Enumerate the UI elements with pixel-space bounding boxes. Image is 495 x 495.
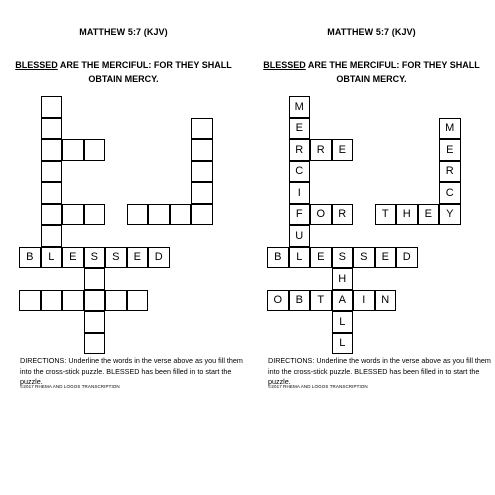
grid-cell: M <box>289 96 311 118</box>
grid-cell[interactable] <box>84 204 106 226</box>
grid-cell: A <box>332 290 354 312</box>
grid-cell[interactable] <box>84 268 106 290</box>
grid-cell: S <box>353 247 375 269</box>
grid-cell: E <box>310 247 332 269</box>
grid-cell[interactable] <box>191 118 213 140</box>
grid-cell[interactable] <box>41 204 63 226</box>
grid-cell: H <box>396 204 418 226</box>
copyright-text: ©2017 RHEMA AND LOGOS TRANSCRIPTION <box>268 384 368 389</box>
grid-cell: U <box>289 225 311 247</box>
grid-cell[interactable] <box>41 290 63 312</box>
grid-cell[interactable] <box>84 290 106 312</box>
grid-cell[interactable] <box>191 161 213 183</box>
grid-cell[interactable] <box>191 204 213 226</box>
verse-line2: OBTAIN MERCY. <box>88 74 159 84</box>
grid-cell[interactable] <box>41 161 63 183</box>
grid-cell: S <box>332 247 354 269</box>
grid-cell: C <box>439 182 461 204</box>
grid-cell[interactable] <box>19 290 41 312</box>
grid-cell: D <box>148 247 170 269</box>
verse-line1-rest: ARE THE MERCIFUL: FOR THEY SHALL <box>57 60 232 70</box>
grid-cell: S <box>105 247 127 269</box>
grid-cell: B <box>267 247 289 269</box>
grid-cell: T <box>310 290 332 312</box>
verse-line2: OBTAIN MERCY. <box>336 74 407 84</box>
grid-cell[interactable] <box>41 139 63 161</box>
grid-cell[interactable] <box>84 139 106 161</box>
grid-cell[interactable] <box>84 333 106 355</box>
grid-cell: E <box>62 247 84 269</box>
directions-text: DIRECTIONS: Underline the words in the verse above as you fill them into the cross-stick puzzle. BLESSED has been filled in to start the puzzle. <box>268 356 491 386</box>
answer-key-panel <box>248 0 495 495</box>
grid-cell: N <box>375 290 397 312</box>
grid-cell: F <box>289 204 311 226</box>
grid-cell: E <box>418 204 440 226</box>
verse-word-blessed: BLESSED <box>15 60 58 70</box>
grid-cell: I <box>353 290 375 312</box>
grid-cell: R <box>289 139 311 161</box>
grid-cell[interactable] <box>127 204 149 226</box>
grid-cell: R <box>332 204 354 226</box>
grid-cell: R <box>439 161 461 183</box>
grid-cell[interactable] <box>62 290 84 312</box>
directions-text: DIRECTIONS: Underline the words in the verse above as you fill them into the cross-stick puzzle. BLESSED has been filled in to start the puzzle. <box>20 356 243 386</box>
grid-cell[interactable] <box>84 311 106 333</box>
grid-cell: B <box>19 247 41 269</box>
grid-cell: E <box>332 139 354 161</box>
grid-cell[interactable] <box>191 139 213 161</box>
grid-cell: L <box>332 311 354 333</box>
grid-cell: T <box>375 204 397 226</box>
grid-cell[interactable] <box>170 204 192 226</box>
grid-cell: O <box>267 290 289 312</box>
grid-cell: E <box>375 247 397 269</box>
grid-cell[interactable] <box>191 182 213 204</box>
grid-cell[interactable] <box>62 204 84 226</box>
grid-cell[interactable] <box>62 139 84 161</box>
verse-line1-rest: ARE THE MERCIFUL: FOR THEY SHALL <box>305 60 480 70</box>
grid-cell: H <box>332 268 354 290</box>
grid-cell: C <box>289 161 311 183</box>
grid-cell: E <box>289 118 311 140</box>
answer-key-grid <box>248 0 495 495</box>
grid-cell: M <box>439 118 461 140</box>
grid-cell[interactable] <box>148 204 170 226</box>
grid-cell[interactable] <box>41 96 63 118</box>
grid-cell[interactable] <box>41 182 63 204</box>
grid-cell: E <box>439 139 461 161</box>
grid-cell[interactable] <box>105 290 127 312</box>
copyright-text: ©2017 RHEMA AND LOGOS TRANSCRIPTION <box>20 384 120 389</box>
grid-cell: S <box>84 247 106 269</box>
puzzle-title: MATTHEW 5:7 (KJV) <box>79 27 168 37</box>
puzzle-panel <box>0 0 247 495</box>
grid-cell: B <box>289 290 311 312</box>
grid-cell[interactable] <box>127 290 149 312</box>
verse-word-blessed: BLESSED <box>263 60 306 70</box>
grid-cell: R <box>310 139 332 161</box>
grid-cell[interactable] <box>41 225 63 247</box>
grid-cell: L <box>289 247 311 269</box>
crossword-grid[interactable] <box>0 0 247 495</box>
grid-cell: E <box>127 247 149 269</box>
grid-cell: O <box>310 204 332 226</box>
grid-cell: D <box>396 247 418 269</box>
grid-cell: L <box>332 333 354 355</box>
grid-cell: Y <box>439 204 461 226</box>
grid-cell: I <box>289 182 311 204</box>
answer-key-title: MATTHEW 5:7 (KJV) <box>327 27 416 37</box>
grid-cell[interactable] <box>41 118 63 140</box>
grid-cell: L <box>41 247 63 269</box>
